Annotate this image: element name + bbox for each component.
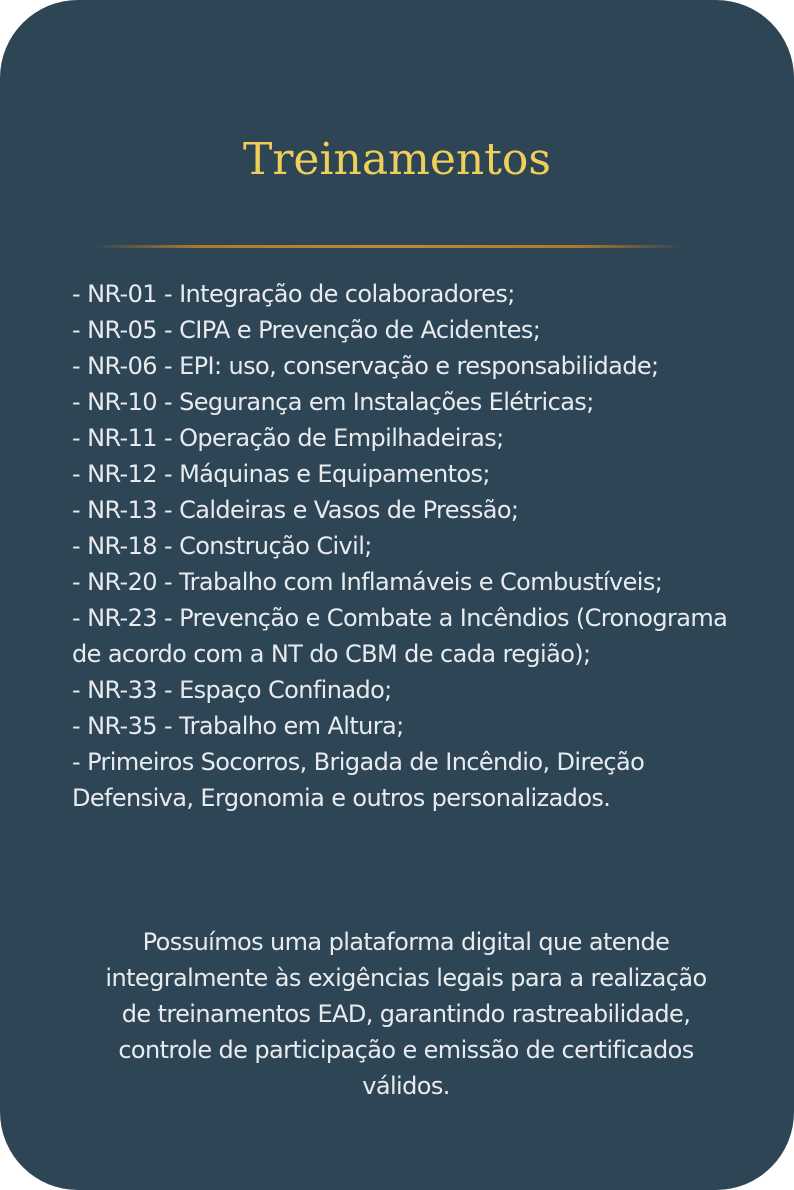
list-item: - NR-18 - Construção Civil;	[72, 532, 372, 560]
list-item: - NR-13 - Caldeiras e Vasos de Pressão;	[72, 496, 519, 524]
list-item: - NR-35 - Trabalho em Altura;	[72, 712, 404, 740]
list-item: - NR-06 - EPI: uso, conservação e responsabilidade;	[72, 352, 659, 380]
list-item: - NR-33 - Espaço Confinado;	[72, 676, 392, 704]
list-item: - NR-11 - Operação de Empilhadeiras;	[72, 424, 504, 452]
list-item: - NR-01 - Integração de colaboradores;	[72, 280, 515, 308]
list-item: - Primeiros Socorros, Brigada de Incêndio, Direção Defensiva, Ergonomia e outros personalizados.	[72, 748, 645, 812]
platform-description: Possuímos uma plataforma digital que atende integralmente às exigências legais para a realização de treinamentos EAD, garantindo rastreabilidade, controle de participação e emissão de certificados válidos.	[105, 928, 707, 1100]
list-item: - NR-10 - Segurança em Instalações Elétricas;	[72, 388, 594, 416]
list-item: - NR-12 - Máquinas e Equipamentos;	[72, 460, 490, 488]
list-item: - NR-20 - Trabalho com Inflamáveis e Combustíveis;	[72, 568, 663, 596]
card-title: Treinamentos	[243, 134, 551, 185]
title-divider	[92, 245, 684, 248]
list-item: - NR-23 - Prevenção e Combate a Incêndios (Cronograma de acordo com a NT do CBM de cada região);	[72, 604, 728, 668]
list-item: - NR-05 - CIPA e Prevenção de Acidentes;	[72, 316, 541, 344]
training-list	[72, 276, 742, 816]
